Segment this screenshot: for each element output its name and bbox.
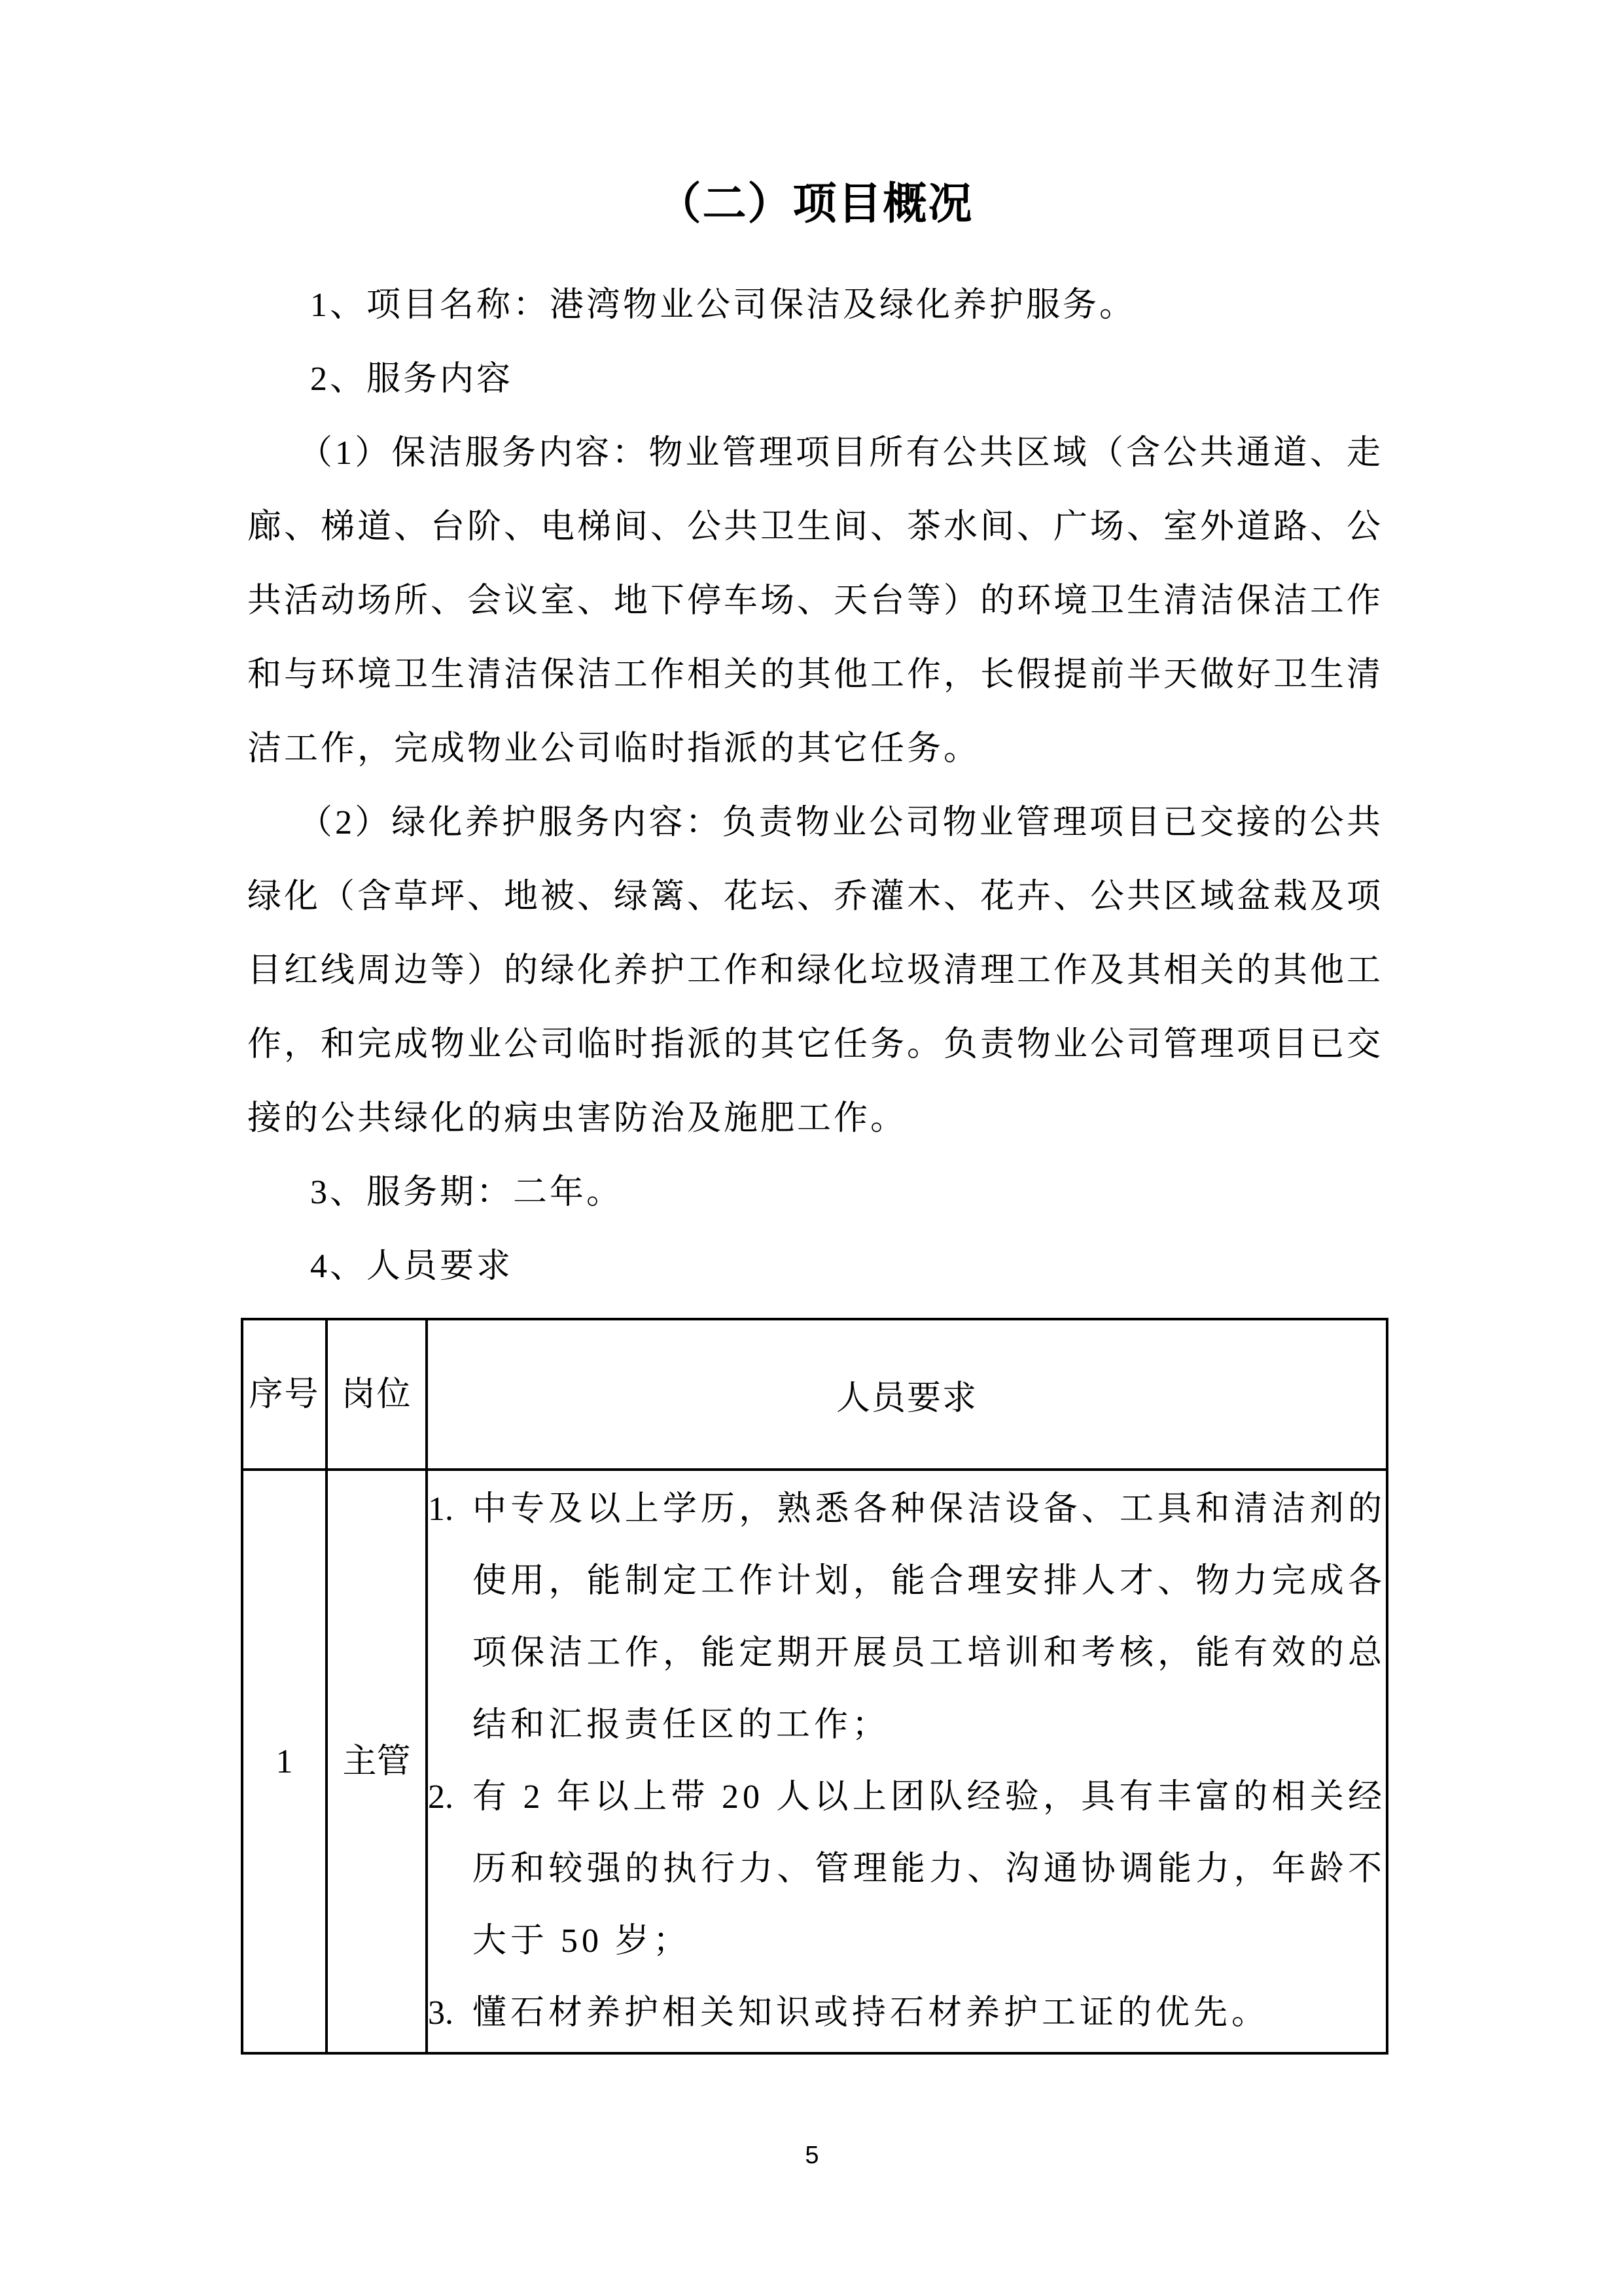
requirement-text: 懂石材养护相关知识或持石材养护工证的优先。 <box>472 1994 1270 2032</box>
table-header-seq: 序号 <box>242 1319 327 1470</box>
paragraph-service-period: 3、服务期：二年。 <box>310 1174 624 1211</box>
seq-cell: 1 <box>242 1470 327 2053</box>
position-cell: 主管 <box>327 1470 427 2053</box>
paragraph-personnel-heading: 4、人员要求 <box>310 1248 514 1285</box>
table-header-row <box>242 1319 1387 1470</box>
paragraph-greening-service: （2）绿化养护服务内容：负责物业公司物业管理项目已交接的公共绿化（含草坪、地被、绿篱、花坛、乔灌木、花卉、公共区域盆栽及项目红线周边等）的绿化养护工作和绿化垃圾清理工作及其相关的其他工作，和完成物业公司临时指派的其它任务。负责物业公司管理项目已交接的公共绿化的病虫害防治及施肥工作。 <box>247 804 1384 1137</box>
requirement-text: 中专及以上学历，熟悉各种保洁设备、工具和清洁剂的使用，能制定工作计划，能合理安排人才、物力完成各项保洁工作，能定期开展员工培训和考核，能有效的总结和汇报责任区的工作； <box>472 1491 1386 1744</box>
table-header-position: 岗位 <box>327 1319 427 1470</box>
paragraph-service-content-heading: 2、服务内容 <box>310 361 514 398</box>
table-header-requirements: 人员要求 <box>427 1319 1387 1470</box>
requirements-cell <box>427 1470 1387 2053</box>
requirement-item <box>428 1761 1386 1977</box>
paragraph-project-name: 1、项目名称：港湾物业公司保洁及绿化养护服务。 <box>310 287 1137 324</box>
page-title: （二）项目概况 <box>657 180 974 228</box>
requirement-item <box>428 1977 1386 2049</box>
personnel-requirements-table <box>241 1318 1388 2055</box>
paragraph-cleaning-service: （1）保洁服务内容：物业管理项目所有公共区域（含公共通道、走廊、梯道、台阶、电梯间、公共卫生间、茶水间、广场、室外道路、公共活动场所、会议室、地下停车场、天台等）的环境卫生清洁保洁工作和与环境卫生清洁保洁工作相关的其他工作，长假提前半天做好卫生清洁工作，完成物业公司临时指派的其它任务。 <box>247 434 1384 768</box>
requirement-text: 有 2 年以上带 20 人以上团队经验，具有丰富的相关经历和较强的执行力、管理能力、沟通协调能力，年龄不大于 50 岁； <box>472 1778 1386 1960</box>
requirement-item <box>428 1474 1386 1761</box>
requirement-number: 3. <box>428 1994 453 2032</box>
page-number: 5 <box>805 2142 819 2169</box>
requirement-number: 2. <box>428 1778 453 1816</box>
requirement-number: 1. <box>428 1491 453 1528</box>
body-text <box>247 268 1383 1303</box>
table-row <box>242 1470 1387 2053</box>
page-content <box>247 0 1386 2055</box>
